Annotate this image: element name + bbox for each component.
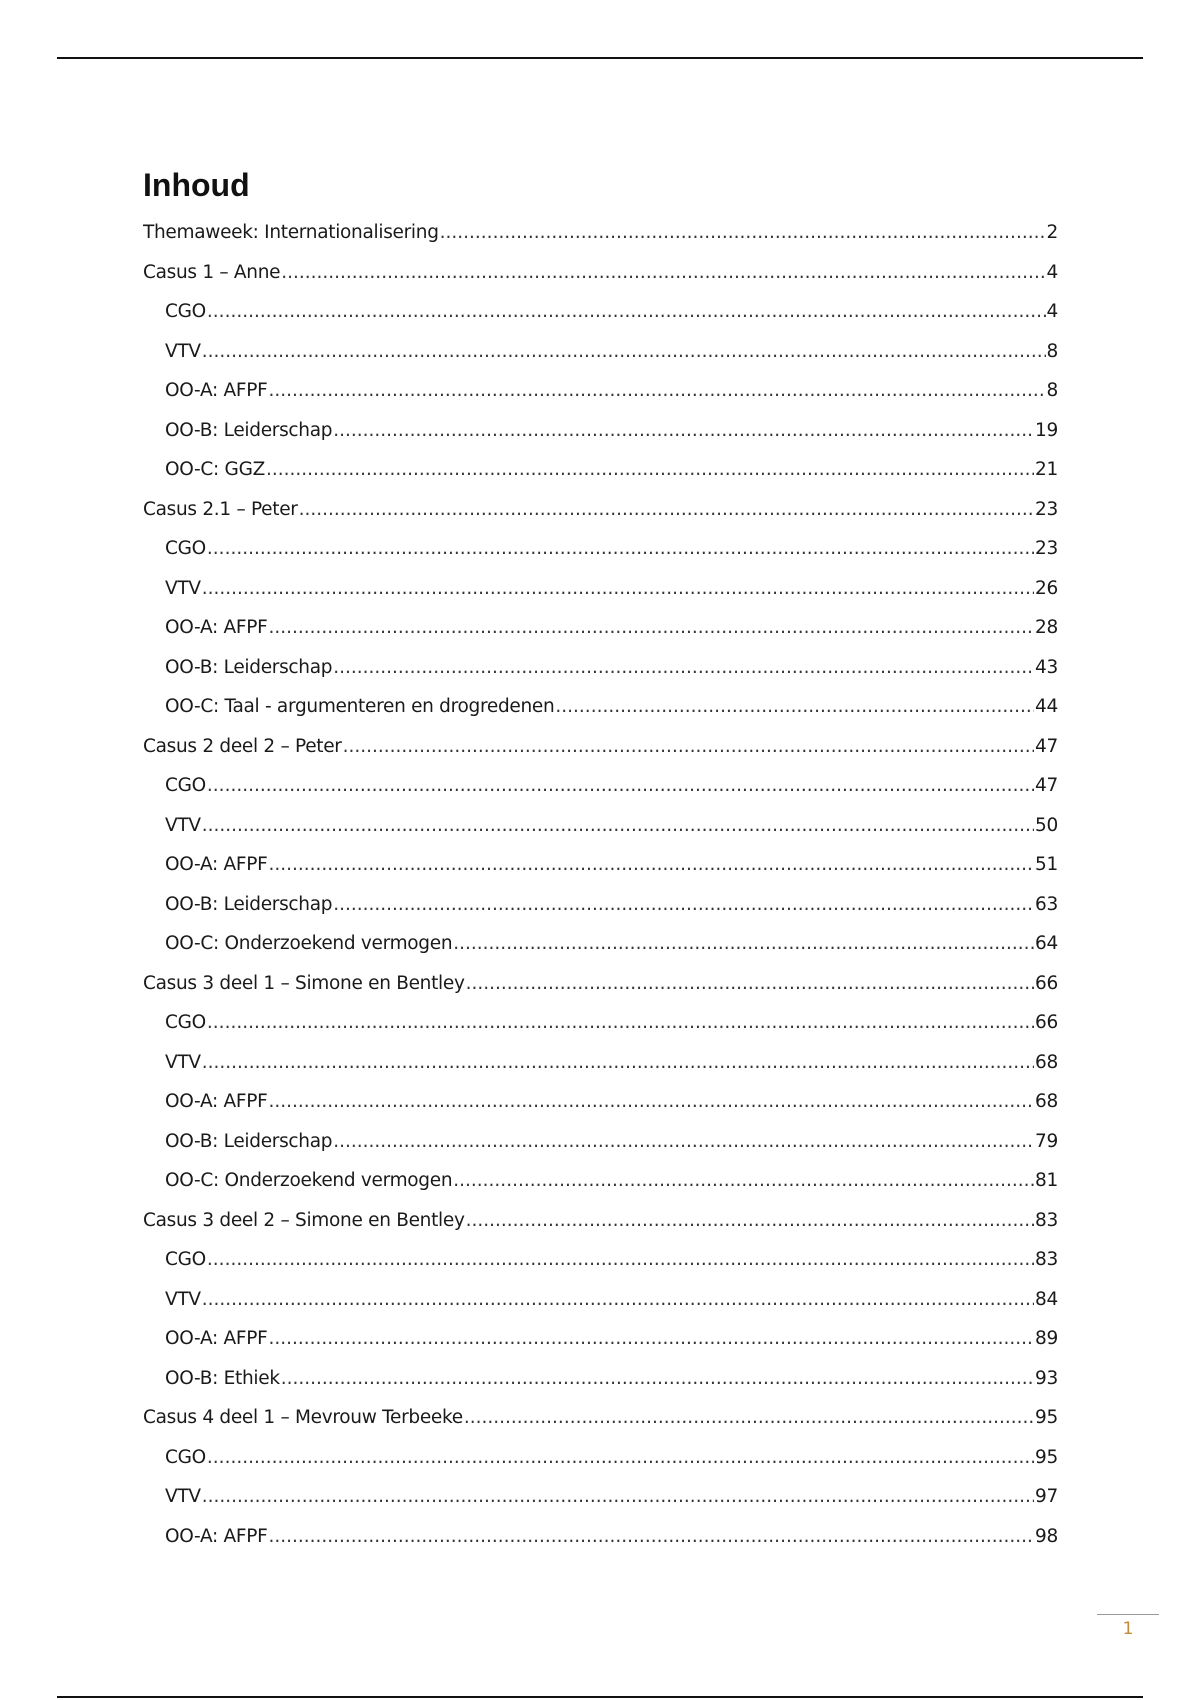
header-rule: [57, 57, 1143, 59]
toc-dot-leader: [268, 612, 1034, 644]
toc-entry-page: 83: [1035, 1209, 1058, 1231]
toc-entry-title: OO-A: AFPF: [165, 1328, 268, 1349]
toc-entry-subsection[interactable]: [143, 336, 1058, 376]
toc-entry-page: 93: [1035, 1367, 1058, 1389]
footer-rule: [57, 1696, 1143, 1698]
toc-entry-subsection[interactable]: [143, 375, 1058, 415]
toc-entry-title: OO-B: Leiderschap: [165, 1130, 333, 1152]
toc-entry-page: 4: [1046, 301, 1058, 322]
toc-entry-page: 47: [1035, 735, 1058, 757]
toc-dot-leader: [464, 1402, 1034, 1434]
toc-heading: Inhoud: [143, 167, 250, 203]
toc-entry-subsection[interactable]: [143, 573, 1058, 613]
toc-dot-leader: [453, 928, 1034, 960]
toc-entry-title: OO-C: GGZ: [165, 459, 265, 480]
toc-entry-page: 23: [1035, 498, 1058, 520]
toc-entry-page: 21: [1035, 459, 1058, 480]
toc-entry-page: 64: [1035, 933, 1058, 954]
toc-entry-page: 84: [1035, 1288, 1058, 1310]
toc-entry-title: OO-B: Leiderschap: [165, 419, 333, 441]
toc-entry-title: CGO: [165, 301, 206, 322]
toc-entry-subsection[interactable]: [143, 889, 1058, 929]
toc-entry-subsection[interactable]: [143, 1323, 1058, 1363]
toc-dot-leader: [207, 1442, 1034, 1474]
toc-dot-leader: [299, 494, 1034, 526]
toc-entry-title: Casus 2.1 – Peter: [143, 498, 298, 520]
toc-entry-page: 28: [1035, 617, 1058, 638]
toc-entry-page: 79: [1035, 1130, 1058, 1152]
toc-entry-title: VTV: [165, 1486, 201, 1507]
toc-entry-subsection[interactable]: [143, 652, 1058, 692]
footer-page-rule: [1097, 1614, 1159, 1615]
toc-dot-leader: [453, 1165, 1034, 1197]
toc-entry-title: Casus 4 deel 1 – Mevrouw Terbeeke: [143, 1407, 463, 1428]
toc-entry-page: 68: [1035, 1051, 1058, 1073]
toc-dot-leader: [466, 968, 1034, 1000]
toc-entry-title: Casus 1 – Anne: [143, 261, 281, 283]
toc-entry-title: OO-A: AFPF: [165, 854, 268, 875]
toc-entry-title: Casus 3 deel 2 – Simone en Bentley: [143, 1209, 465, 1231]
toc-entry-page: 95: [1035, 1446, 1058, 1468]
toc-entry-title: CGO: [165, 538, 206, 559]
toc-dot-leader: [207, 1007, 1034, 1039]
toc-entry-page: 66: [1035, 972, 1058, 994]
toc-entry-subsection[interactable]: [143, 1363, 1058, 1403]
toc-dot-leader: [333, 652, 1034, 684]
toc-dot-leader: [202, 810, 1034, 842]
toc-entry-page: 83: [1035, 1249, 1058, 1270]
toc-entry-subsection[interactable]: [143, 1047, 1058, 1087]
toc-entry-title: VTV: [165, 1051, 201, 1073]
toc-dot-leader: [202, 1284, 1034, 1316]
toc-entry-subsection[interactable]: [143, 454, 1058, 494]
toc-dot-leader: [281, 257, 1045, 289]
toc-dot-leader: [268, 1086, 1034, 1118]
toc-entry-page: 97: [1035, 1486, 1058, 1507]
toc-entry-subsection[interactable]: [143, 533, 1058, 573]
toc-entry-subsection[interactable]: [143, 415, 1058, 455]
toc-dot-leader: [207, 296, 1046, 328]
toc-entry-subsection[interactable]: [143, 1244, 1058, 1284]
toc-entry-title: VTV: [165, 1288, 201, 1310]
toc-entry-subsection[interactable]: [143, 1165, 1058, 1205]
toc-dot-leader: [268, 849, 1034, 881]
toc-entry-title: Themaweek: Internationalisering: [143, 222, 439, 243]
toc-entry-page: 81: [1035, 1170, 1058, 1191]
toc-entry-title: OO-C: Onderzoekend vermogen: [165, 933, 453, 954]
toc-entry-page: 2: [1046, 222, 1058, 243]
toc-entry-title: OO-B: Leiderschap: [165, 893, 333, 915]
toc-entry-subsection[interactable]: [143, 849, 1058, 889]
toc-entry-page: 8: [1046, 380, 1058, 401]
toc-entry-subsection[interactable]: [143, 1521, 1058, 1561]
toc-entry-page: 50: [1035, 814, 1058, 836]
toc-entry-title: OO-A: AFPF: [165, 1525, 268, 1547]
toc-entry-title: OO-A: AFPF: [165, 380, 268, 401]
toc-entry-title: OO-A: AFPF: [165, 1091, 268, 1112]
toc-dot-leader: [333, 1126, 1034, 1158]
toc-entry-subsection[interactable]: [143, 1442, 1058, 1482]
toc-entry-title: OO-A: AFPF: [165, 617, 268, 638]
toc-dot-leader: [202, 1481, 1034, 1513]
toc-dot-leader: [202, 336, 1046, 368]
toc-entry-title: Casus 2 deel 2 – Peter: [143, 735, 342, 757]
toc-dot-leader: [268, 1521, 1034, 1553]
toc-entry-section[interactable]: [143, 1205, 1058, 1245]
toc-entry-page: 47: [1035, 775, 1058, 796]
toc-dot-leader: [207, 533, 1034, 565]
table-of-contents: [143, 217, 1058, 1560]
toc-entry-subsection[interactable]: [143, 691, 1058, 731]
toc-entry-subsection[interactable]: [143, 810, 1058, 850]
toc-entry-title: OO-B: Ethiek: [165, 1367, 280, 1389]
toc-entry-subsection[interactable]: [143, 770, 1058, 810]
toc-dot-leader: [268, 375, 1045, 407]
toc-entry-page: 95: [1035, 1407, 1058, 1428]
toc-dot-leader: [333, 415, 1034, 447]
toc-entry-page: 63: [1035, 893, 1058, 915]
toc-entry-subsection[interactable]: [143, 612, 1058, 652]
toc-entry-title: CGO: [165, 775, 206, 796]
toc-entry-page: 68: [1035, 1091, 1058, 1112]
toc-entry-title: CGO: [165, 1249, 206, 1270]
toc-entry-subsection[interactable]: [143, 296, 1058, 336]
toc-entry-section[interactable]: [143, 731, 1058, 771]
toc-entry-section[interactable]: [143, 494, 1058, 534]
toc-dot-leader: [281, 1363, 1034, 1395]
toc-entry-title: VTV: [165, 577, 201, 599]
toc-entry-subsection[interactable]: [143, 1481, 1058, 1521]
toc-entry-title: Casus 3 deel 1 – Simone en Bentley: [143, 972, 465, 994]
toc-dot-leader: [207, 1244, 1034, 1276]
toc-entry-subsection[interactable]: [143, 1126, 1058, 1166]
toc-dot-leader: [333, 889, 1034, 921]
toc-entry-subsection[interactable]: [143, 1086, 1058, 1126]
toc-entry-page: 23: [1035, 538, 1058, 559]
toc-dot-leader: [207, 770, 1034, 802]
toc-entry-subsection[interactable]: [143, 1007, 1058, 1047]
toc-entry-page: 89: [1035, 1328, 1058, 1349]
toc-entry-title: VTV: [165, 340, 201, 362]
page-number: 1: [1122, 1619, 1134, 1639]
toc-dot-leader: [440, 217, 1046, 249]
toc-entry-page: 19: [1035, 419, 1058, 441]
toc-entry-page: 8: [1046, 340, 1058, 362]
toc-entry-section[interactable]: [143, 217, 1058, 257]
toc-entry-title: CGO: [165, 1446, 206, 1468]
toc-entry-page: 4: [1046, 261, 1058, 283]
toc-dot-leader: [555, 691, 1034, 723]
toc-entry-title: OO-C: Onderzoekend vermogen: [165, 1170, 453, 1191]
toc-entry-page: 98: [1035, 1525, 1058, 1547]
toc-entry-page: 43: [1035, 656, 1058, 678]
toc-entry-title: CGO: [165, 1012, 206, 1033]
toc-entry-title: OO-C: Taal - argumenteren en drogredenen: [165, 696, 555, 717]
toc-entry-title: VTV: [165, 814, 201, 836]
toc-dot-leader: [266, 454, 1034, 486]
toc-dot-leader: [202, 1047, 1034, 1079]
toc-dot-leader: [202, 573, 1034, 605]
toc-dot-leader: [268, 1323, 1034, 1355]
toc-entry-subsection[interactable]: [143, 1284, 1058, 1324]
toc-entry-section[interactable]: [143, 968, 1058, 1008]
toc-dot-leader: [466, 1205, 1034, 1237]
toc-entry-subsection[interactable]: [143, 928, 1058, 968]
toc-entry-page: 66: [1035, 1012, 1058, 1033]
toc-entry-page: 26: [1035, 577, 1058, 599]
toc-entry-section[interactable]: [143, 257, 1058, 297]
toc-entry-section[interactable]: [143, 1402, 1058, 1442]
toc-entry-page: 44: [1035, 696, 1058, 717]
toc-entry-page: 51: [1035, 854, 1058, 875]
toc-dot-leader: [343, 731, 1034, 763]
toc-entry-title: OO-B: Leiderschap: [165, 656, 333, 678]
